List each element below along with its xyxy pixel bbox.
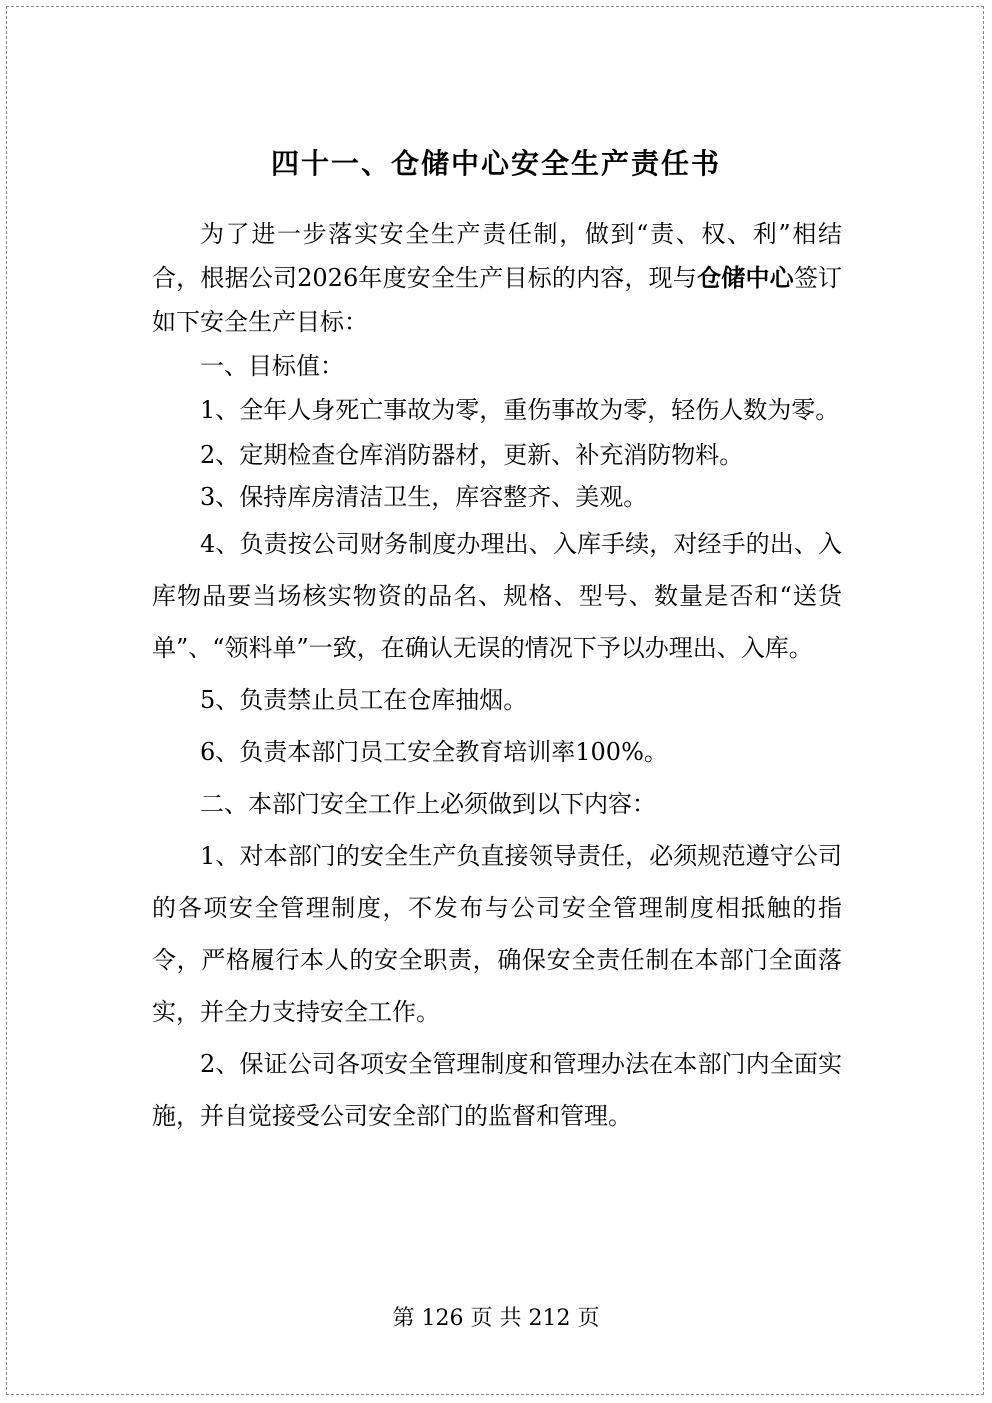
section1-item-5: 5、负责禁止员工在仓库抽烟。	[200, 686, 528, 714]
intro-department-name: 仓储中心	[697, 263, 794, 292]
intro-text-before: 为了进一步落实安全生产责任制，做到“责、权、利”相结合，根据公司2026年度安全生产目标的内容，现与	[152, 220, 842, 292]
section1-item-6: 6、负责本部门员工安全教育培训率100%。	[200, 738, 668, 766]
document-body	[152, 212, 842, 1142]
page-number-footer: 第 126 页 共 212 页	[392, 1306, 600, 1331]
intro-text-after: 签订如下安全生产目标：	[152, 264, 843, 336]
section1-item-3: 3、保持库房清洁卫生，库容整齐、美观。	[200, 483, 648, 511]
document-title: 四十一、仓储中心安全生产责任书	[270, 147, 721, 180]
section2-item-2: 2、保证公司各项安全管理制度和管理办法在本部门内全面实施，并自觉接受公司安全部门的监督和管理。	[152, 1050, 842, 1130]
intro-paragraph	[152, 212, 842, 344]
section1-item-1: 1、全年人身死亡事故为零，重伤事故为零，轻伤人数为零。	[200, 396, 840, 424]
section1-heading: 一、目标值：	[200, 352, 344, 380]
section1-item-2: 2、定期检查仓库消防器材，更新、补充消防物料。	[200, 441, 744, 469]
section2-item-1: 1、对本部门的安全生产负直接领导责任，必须规范遵守公司的各项安全管理制度，不发布与公司安全管理制度相抵触的指令，严格履行本人的安全职责，确保安全责任制在本部门全面落实，并全力支持安全工作。	[152, 842, 842, 1026]
section1-item-4: 4、负责按公司财务制度办理出、入库手续，对经手的出、入库物品要当场核实物资的品名、规格、型号、数量是否和“送货单”、“领料单”一致，在确认无误的情况下予以办理出、入库。	[152, 530, 842, 662]
section2-heading: 二、本部门安全工作上必须做到以下内容：	[200, 790, 656, 818]
